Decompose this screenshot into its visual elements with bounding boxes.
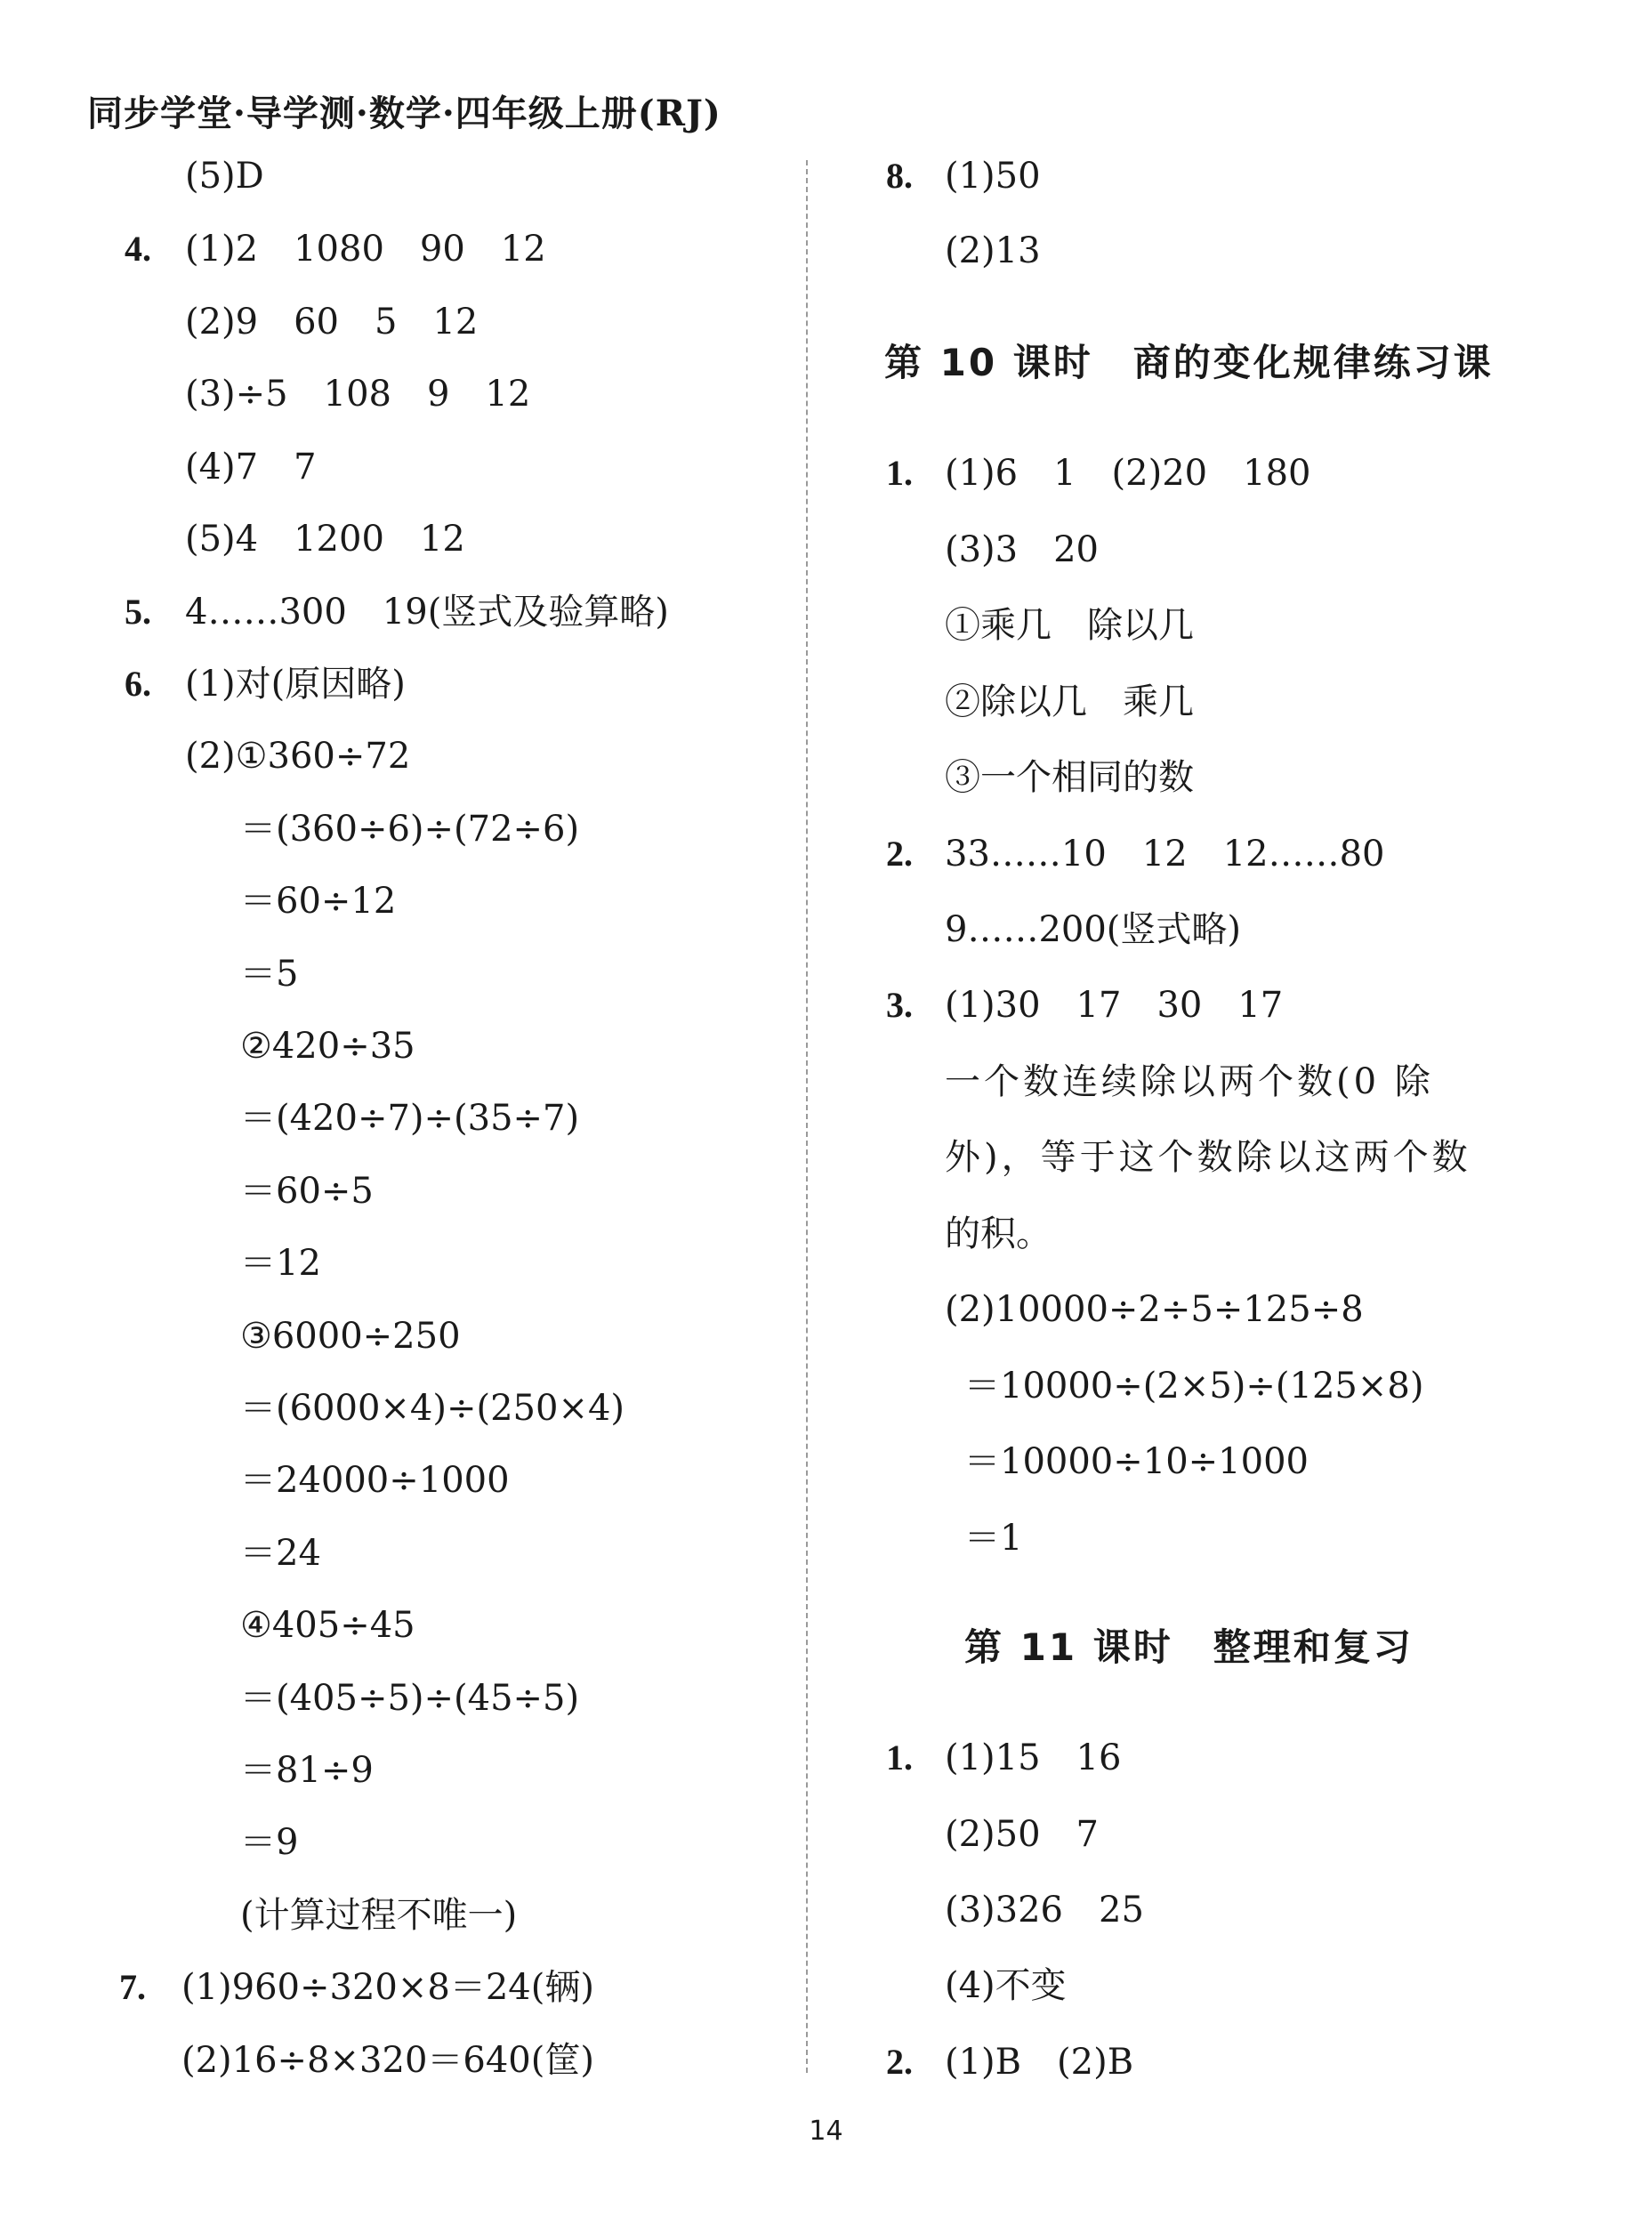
question-number: 6. <box>125 664 151 704</box>
answer-line: ＝(360÷6)÷(72÷6) <box>240 809 580 850</box>
answer-line: (1)30 17 30 17 <box>945 985 1284 1026</box>
answer-line: (4)不变 <box>945 1965 1067 2006</box>
question-number: 2. <box>886 834 913 874</box>
answer-line: (3)3 20 <box>945 529 1100 570</box>
answer-line: ＝10000÷10÷1000 <box>964 1441 1309 1482</box>
answer-line: ＝60÷5 <box>240 1171 374 1212</box>
answer-line: ④405÷45 <box>240 1605 415 1646</box>
answer-line: ＝9 <box>240 1822 299 1863</box>
answer-line: (1)6 1 (2)20 180 <box>945 453 1311 494</box>
answer-line: ＝5 <box>240 954 299 995</box>
answer-line: (3)326 25 <box>945 1890 1144 1931</box>
answer-line: ③一个相同的数 <box>945 757 1194 798</box>
answer-line: 4……300 19(竖式及验算略) <box>185 592 669 633</box>
answer-line: ＝24 <box>240 1533 321 1574</box>
answer-line: 33……10 12 12……80 <box>945 834 1385 875</box>
question-number: 8. <box>886 156 913 196</box>
answer-line: ②除以几 乘几 <box>945 681 1194 722</box>
answer-line: (5)4 1200 12 <box>185 519 465 560</box>
answer-line: ＝(420÷7)÷(35÷7) <box>240 1098 580 1139</box>
answer-line: (1)960÷320×8＝24(辆) <box>181 1967 594 2008</box>
answer-line: ③6000÷250 <box>240 1316 461 1357</box>
answer-line: (3)÷5 108 9 12 <box>185 374 531 415</box>
answer-text: 外)，等于这个数除以这两个数 <box>945 1137 1471 1178</box>
page-number: 14 <box>809 2116 843 2147</box>
answer-line: (2)16÷8×320＝640(筐) <box>181 2040 594 2081</box>
answer-line: (2)①360÷72 <box>185 736 411 777</box>
answer-line: ②420÷35 <box>240 1026 415 1067</box>
answer-line: (2)10000÷2÷5÷125÷8 <box>945 1289 1364 1330</box>
answer-line: (1)B (2)B <box>945 2042 1134 2083</box>
answer-line: (5)D <box>185 156 264 197</box>
answer-line: ＝(405÷5)÷(45÷5) <box>240 1678 580 1719</box>
answer-line: ①乘几 除以几 <box>945 605 1194 646</box>
answer-line: (2)9 60 5 12 <box>185 302 479 343</box>
question-number: 7. <box>119 1967 146 2007</box>
page-header: 同步学堂·导学测·数学·四年级上册(RJ) <box>87 93 721 134</box>
answer-line: (2)13 <box>945 230 1041 271</box>
question-number: 5. <box>125 592 151 632</box>
question-number: 1. <box>886 1737 913 1778</box>
question-number: 3. <box>886 985 913 1025</box>
question-number: 2. <box>886 2042 913 2082</box>
question-number: 1. <box>886 453 913 493</box>
answer-line: ＝24000÷1000 <box>240 1460 510 1501</box>
answer-line: 9……200(竖式略) <box>945 909 1242 950</box>
answer-line: (2)50 7 <box>945 1814 1100 1855</box>
answer-line: (1)2 1080 90 12 <box>185 229 546 270</box>
answer-line: (4)7 7 <box>185 447 317 488</box>
answer-line: ＝1 <box>964 1518 1023 1559</box>
answer-line: (计算过程不唯一) <box>240 1895 518 1936</box>
section-title: 第 10 课时 商的变化规律练习课 <box>884 341 1494 384</box>
column-divider <box>806 160 808 2073</box>
answer-line: ＝10000÷(2×5)÷(125×8) <box>964 1366 1424 1407</box>
answer-line: ＝(6000×4)÷(250×4) <box>240 1388 625 1429</box>
question-number: 4. <box>125 229 151 269</box>
answer-line: ＝12 <box>240 1243 321 1284</box>
answer-text: 的积。 <box>945 1213 1052 1254</box>
answer-line: ＝81÷9 <box>240 1750 374 1791</box>
answer-line: (1)对(原因略) <box>185 664 406 705</box>
answer-line: ＝60÷12 <box>240 881 397 922</box>
answer-line: (1)50 <box>945 156 1041 197</box>
answer-text: 一个数连续除以两个数(0 除 <box>945 1061 1434 1102</box>
section-title: 第 11 课时 整理和复习 <box>964 1625 1414 1669</box>
answer-line: (1)15 16 <box>945 1737 1122 1778</box>
